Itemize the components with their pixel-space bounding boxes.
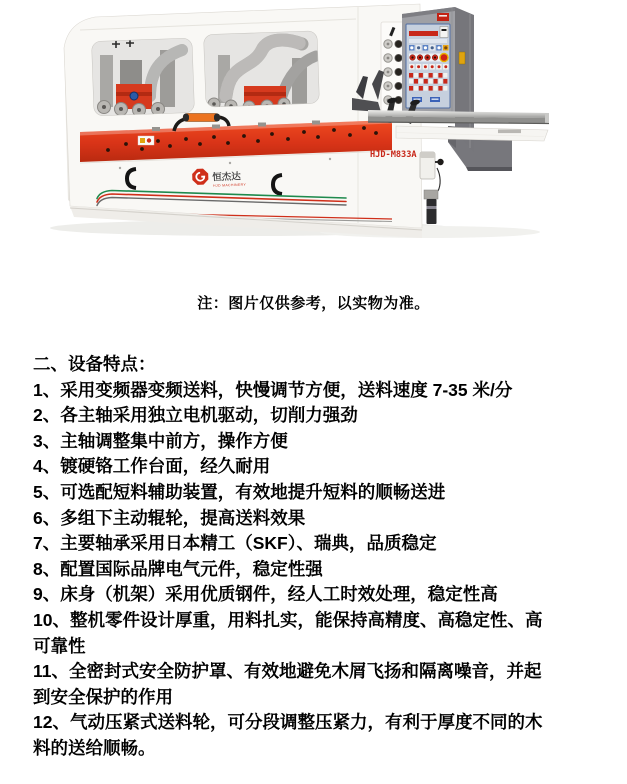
feature-item: 8、配置国际品牌电气元件，稳定性强: [33, 558, 323, 579]
features-section: [0, 352, 551, 762]
side-warning-label: [459, 52, 465, 64]
control-panel: [406, 24, 450, 108]
outfeed-beam: [368, 110, 549, 124]
feature-item: 12、气动压紧式送料轮，可分段调整压紧力，有利于厚度不同的木料的送给顺畅。: [33, 712, 543, 758]
feature-item: 11、全密封式安全防护罩、有效地避免木屑飞扬和隔离噪音，并起到安全保护的作用: [33, 661, 542, 707]
figure-caption: 注：图片仅供参考，以实物为准。: [197, 295, 430, 312]
counter-display: [440, 27, 448, 38]
warning-label: [437, 13, 449, 21]
pneumatic-lubricator-unit: [424, 190, 438, 224]
feature-item: 4、镀硬铬工作台面，经久耐用: [33, 456, 271, 477]
feature-item: 5、可选配短料辅助装置，有效地提升短料的顺畅送进: [33, 481, 446, 502]
feature-item: 9、床身（机架）采用优质钢件，经人工时效处理，稳定性高: [33, 584, 498, 605]
brand-subtitle: HJD MACHINERY: [213, 182, 247, 188]
feature-item: 7、主要轴承采用日本精工（SKF）、瑞典，品质稳定: [33, 533, 437, 554]
brand-name: 恒杰达: [212, 171, 242, 184]
features-heading: 二、设备特点：: [33, 354, 156, 374]
feature-item: 3、主轴调整集中前方，操作方便: [33, 430, 288, 451]
feature-item: 2、各主轴采用独立电机驱动，切削力强劲: [33, 405, 358, 426]
emergency-stop-button[interactable]: [440, 54, 448, 62]
feature-item: 1、采用变频器变频送料，快慢调节方便，送料速度 7-35 米/分: [33, 379, 513, 400]
product-figure: [0, 0, 627, 250]
model-label: HJD-M833A: [370, 150, 417, 160]
inspection-window-left: [90, 36, 200, 121]
product-image: [0, 0, 627, 250]
feature-item: 6、多组下主动辊轮，提高送料效果: [33, 507, 306, 528]
pneumatic-filter-unit: [420, 152, 444, 191]
outfeed-arm: [396, 126, 548, 141]
inspection-window-right: [202, 29, 322, 113]
feature-item: 10、整机零件设计厚重，用料扎实，能保持高精度、高稳定性、高可靠性: [33, 609, 543, 656]
band-brand-label: [138, 136, 154, 145]
